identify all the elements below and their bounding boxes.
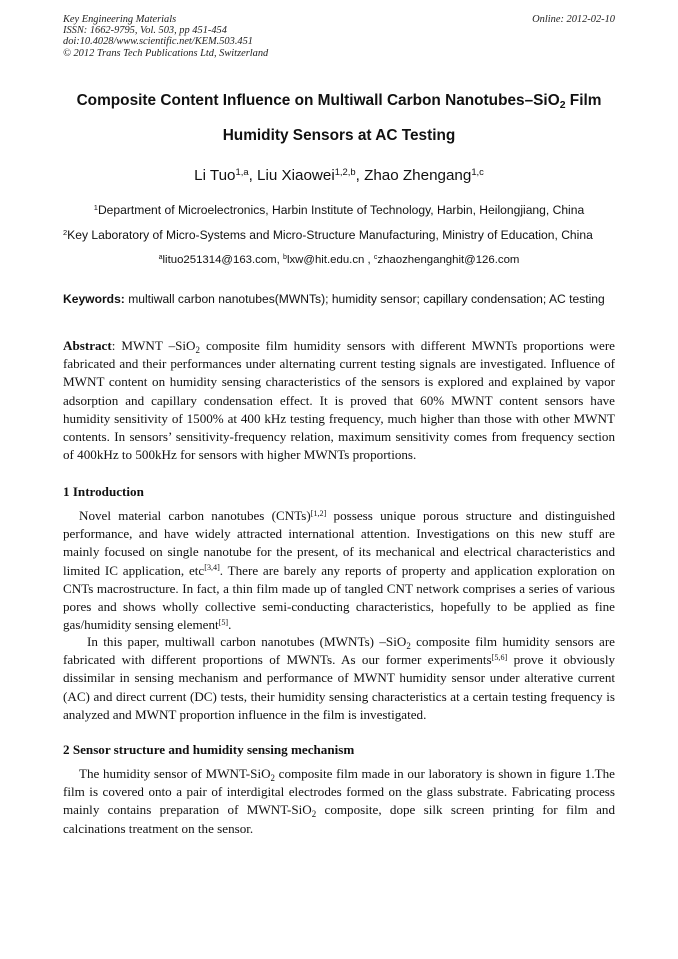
doi-line: doi:10.4028/www.scientific.net/KEM.503.451 xyxy=(63,36,253,48)
citation: [5,6] xyxy=(491,652,508,662)
intro-paragraph-1: Novel material carbon nanotubes (CNTs)[1,2] possess unique porous structure and distinguished performance, and have widely attracted international attention. Investigations on this new stuff are mainly focused on single nanotube for the present, of its mechanical and electrical characteristics and limited IC application, etc[3,4]. There are barely any reports of property and application exploration on CNTs macrostructure. In fact, a thin film made up of tangled CNT network comprises a series of various pores and shows wholly collective semi-conducting characteristics, hopefully to be applied as fine gas/humidity sensing element[5]. xyxy=(63,508,616,633)
section-heading-sensor-structure: 2 Sensor structure and humidity sensing mechanism xyxy=(63,742,355,757)
author-name: , Liu Xiaowei xyxy=(248,167,335,184)
intro-paragraph-2: In this paper, multiwall carbon nanotubes (MWNTs) –SiO$_2$ composite film humidity sensors are fabricated with different proportions of MWNTs. As our former experiments[5,6] prove it obviously dissimilar in sensing mechanism and performance of MWNT humidity sensor under alterative current (AC) and direct current (DC) tests, their humidity sensing characteristics at a certain testing frequency is analyzed and MWNT proportion influence in the film is investigated. xyxy=(63,634,615,722)
keywords: Keywords: multiwall carbon nanotubes(MWNTs); humidity sensor; capillary condensation; AC testing xyxy=(63,292,605,306)
citation: [1,2] xyxy=(310,508,327,518)
journal-name: Key Engineering Materials xyxy=(63,14,177,25)
author-emails: $^a$lituo251314@163.com, $^b$lxw@hit.edu.cn , $^c$zhaozhenganghit@126.com xyxy=(158,254,520,266)
abstract: Abstract: MWNT –SiO$_2$ composite film humidity sensors with different MWNTs proportions were fabricated and their performances under alternating current testing signals are investigated. Influence of MWNT content on humidity sensing characteristics of the sensors is explored and explained by vapor adsorption and capillary condensation effect. It is proved that 60% MWNT content sensors have humidity sensitivity of 1500% at 400 kHz testing frequency, much higher than those with other MWNT contents. In sensors’ sensitivity-frequency relation, maximum sensitivity comes from frequency section of 400kHz to 500kHz for sensors with higher MWNTs proportions. xyxy=(63,338,615,463)
citation: [3,4] xyxy=(204,563,220,573)
affiliation-1: $^1$Department of Microelectronics, Harbin Institute of Technology, Harbin, Heilongjiang, China xyxy=(93,202,585,217)
paper-title-line-1: Composite Content Influence on Multiwall Carbon Nanotubes–SiO$_2$ Film xyxy=(76,92,602,112)
online-date: Online: 2012-02-10 xyxy=(532,14,615,25)
issn-line: ISSN: 1662-9795, Vol. 503, pp 451-454 xyxy=(63,25,227,37)
section2-paragraph-1: The humidity sensor of MWNT-SiO$_2$ composite film made in our laboratory is shown in figure 1.The film is covered onto a pair of interdigital electrodes formed on the glass substrate. Fabricating process mainly contains preparation of MWNT-SiO$_2$ composite, dope silk screen printing for film and calcinations treatment on the sensor. xyxy=(63,766,615,836)
abstract-label: Abstract xyxy=(63,338,112,353)
author-list: Li Tuo$^{1,a}$, Liu Xiaowei$^{1,2,b}$, Zhao Zhengang$^{1,c}$ xyxy=(194,165,484,184)
citation: [5] xyxy=(218,617,229,627)
author-name: Li Tuo xyxy=(194,167,236,184)
keywords-label: Keywords: xyxy=(63,292,125,306)
paper-title-line-2: Humidity Sensors at AC Testing xyxy=(222,127,456,144)
copyright-line: © 2012 Trans Tech Publications Ltd, Switzerland xyxy=(63,47,269,59)
affiliation-2: $^2$Key Laboratory of Micro-Systems and Micro-Structure Manufacturing, Ministry of Education, China xyxy=(63,227,593,242)
journal-header xyxy=(63,14,615,59)
author-name: , Zhao Zhengang xyxy=(355,167,472,184)
section-heading-introduction: 1 Introduction xyxy=(63,484,144,499)
